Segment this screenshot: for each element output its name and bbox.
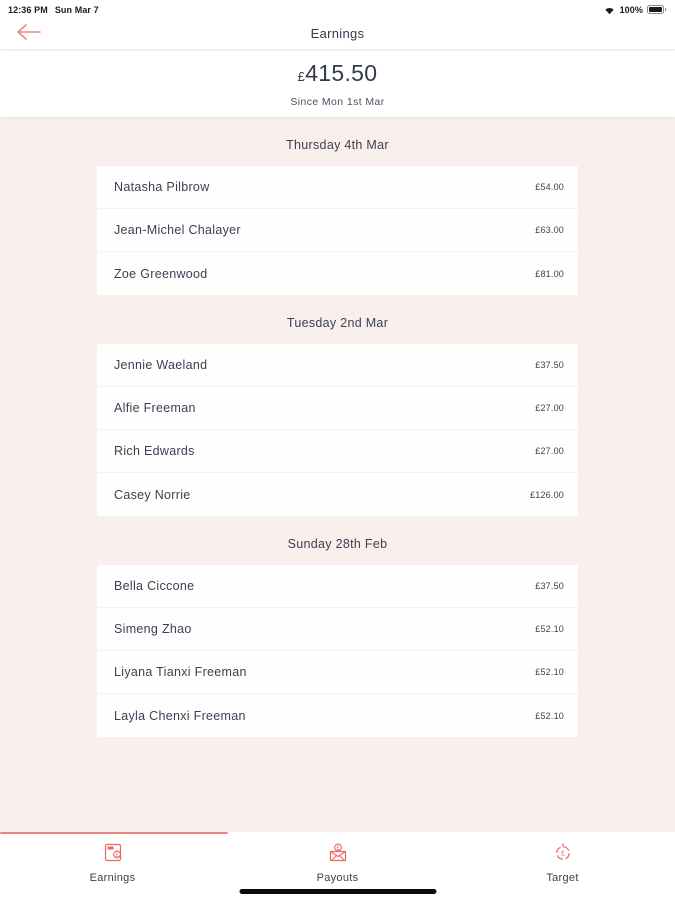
client-name: Rich Edwards xyxy=(114,444,195,458)
earning-amount: £54.00 xyxy=(535,182,564,192)
client-name: Bella Ciccone xyxy=(114,579,195,593)
client-name: Casey Norrie xyxy=(114,487,191,502)
battery-icon xyxy=(647,5,667,14)
client-name: Liyana Tianxi Freeman xyxy=(114,665,247,679)
earning-amount: £27.00 xyxy=(535,446,564,456)
status-date: Sun Mar 7 xyxy=(54,4,99,15)
earning-amount: £52.10 xyxy=(535,624,564,634)
payouts-envelope-pound-icon xyxy=(326,842,350,864)
active-tab-indicator xyxy=(0,832,228,834)
earnings-row[interactable] xyxy=(97,430,578,473)
svg-text:£: £ xyxy=(560,850,565,858)
earnings-row[interactable] xyxy=(97,166,578,209)
battery-percent: 100% xyxy=(619,4,643,15)
earnings-row[interactable] xyxy=(97,608,578,651)
tab-target[interactable] xyxy=(450,832,675,900)
nav-header xyxy=(0,17,675,50)
section-date: Tuesday 2nd Mar xyxy=(286,316,389,330)
status-time: 12:36 PM xyxy=(8,4,48,15)
client-name: Simeng Zhao xyxy=(114,622,192,636)
earnings-summary xyxy=(0,51,675,117)
earnings-section xyxy=(97,516,578,737)
earnings-card xyxy=(97,344,578,516)
earnings-card-pound-icon xyxy=(101,842,125,864)
earnings-row[interactable] xyxy=(97,651,578,694)
status-bar xyxy=(0,0,675,17)
total-amount: 415.50 xyxy=(305,60,378,86)
client-name: Jennie Waeland xyxy=(114,358,208,372)
total-earnings xyxy=(0,60,675,87)
svg-text:£: £ xyxy=(114,853,119,859)
summary-subtitle: Since Mon 1st Mar xyxy=(290,96,385,108)
client-name: Zoe Greenwood xyxy=(114,266,208,281)
earning-amount: £81.00 xyxy=(535,268,564,279)
back-arrow-icon xyxy=(14,21,42,43)
svg-text:£: £ xyxy=(335,846,340,852)
earnings-row[interactable] xyxy=(97,252,578,295)
target-pound-icon xyxy=(551,842,575,864)
earnings-section xyxy=(97,295,578,516)
earnings-row[interactable] xyxy=(97,694,578,737)
earning-amount: £27.00 xyxy=(535,403,564,413)
earning-amount: £63.00 xyxy=(535,225,564,235)
tab-bar xyxy=(0,832,675,900)
section-date: Sunday 28th Feb xyxy=(287,537,388,551)
earnings-list xyxy=(0,117,675,832)
tab-earnings[interactable] xyxy=(0,832,225,900)
home-indicator[interactable] xyxy=(239,889,436,894)
earnings-row[interactable] xyxy=(97,387,578,430)
currency-symbol: £ xyxy=(297,69,306,84)
earnings-section xyxy=(97,117,578,295)
status-time-date xyxy=(8,5,99,15)
tab-label-target: Target xyxy=(546,872,579,884)
page-title: Earnings xyxy=(310,25,365,41)
client-name: Layla Chenxi Freeman xyxy=(114,708,246,723)
earnings-row[interactable] xyxy=(97,209,578,252)
client-name: Jean-Michel Chalayer xyxy=(114,223,241,237)
earnings-card xyxy=(97,166,578,295)
earnings-row[interactable] xyxy=(97,565,578,608)
earnings-row[interactable] xyxy=(97,344,578,387)
earning-amount: £52.10 xyxy=(535,710,564,721)
earnings-row[interactable] xyxy=(97,473,578,516)
earnings-card xyxy=(97,565,578,737)
earning-amount: £37.50 xyxy=(535,581,564,591)
tab-label-payouts: Payouts xyxy=(316,872,359,884)
wifi-icon xyxy=(603,5,616,15)
earning-amount: £52.10 xyxy=(535,667,564,677)
earning-amount: £37.50 xyxy=(535,360,564,370)
client-name: Natasha Pilbrow xyxy=(114,180,210,194)
back-button[interactable] xyxy=(14,21,42,45)
client-name: Alfie Freeman xyxy=(114,401,196,415)
section-date: Thursday 4th Mar xyxy=(286,138,389,152)
earning-amount: £126.00 xyxy=(530,489,564,500)
tab-label-earnings: Earnings xyxy=(89,872,136,884)
